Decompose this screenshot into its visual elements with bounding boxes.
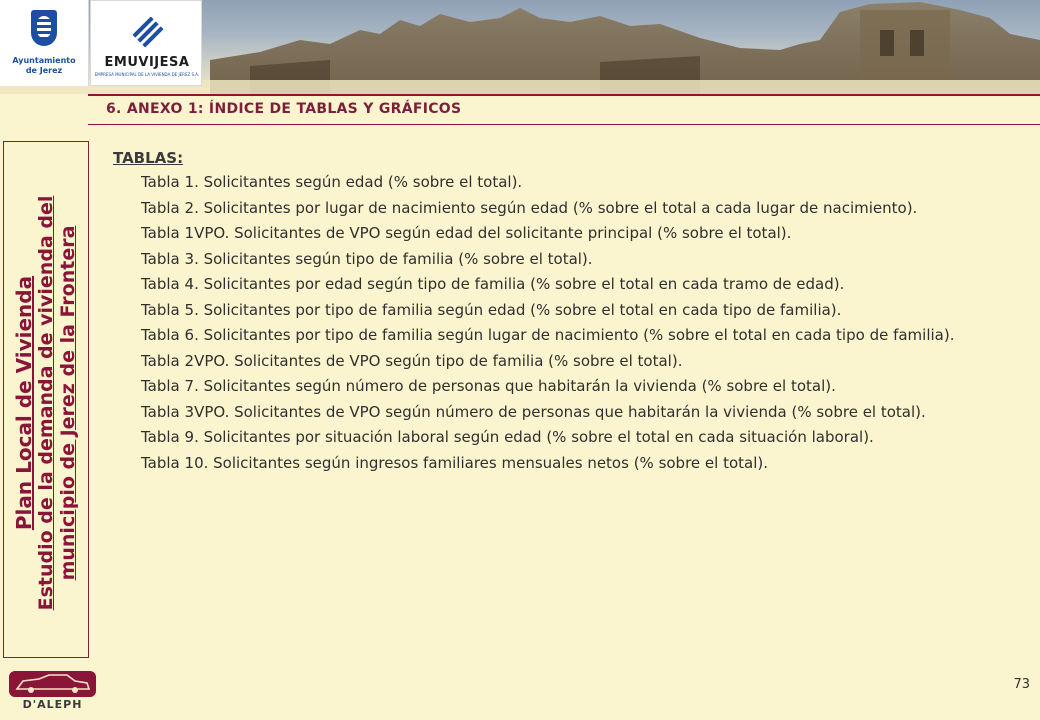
sidebar-line3: municipio de Jerez de la Frontera xyxy=(57,225,79,581)
jerez-shield-icon xyxy=(31,10,57,46)
tablas-heading: TABLAS: xyxy=(113,149,184,167)
table-entry: Tabla 4. Solicitantes por edad según tipo de familia (% sobre el total en cada tramo de edad). xyxy=(141,275,845,293)
table-entry: Tabla 1. Solicitantes según edad (% sobre el total). xyxy=(141,173,523,191)
table-entry: Tabla 3VPO. Solicitantes de VPO según número de personas que habitarán la vivienda (% sobre el total). xyxy=(141,402,926,421)
table-entry: Tabla 2VPO. Solicitantes de VPO según tipo de familia (% sobre el total). xyxy=(141,351,683,370)
table-entry: Tabla 2. Solicitantes por lugar de nacimiento según edad (% sobre el total a cada lugar de nacimiento). xyxy=(141,198,918,217)
table-entry: Tabla 5. Solicitantes por tipo de familia según edad (% sobre el total en cada tipo de familia). xyxy=(141,300,842,319)
section-title: 6. ANEXO 1: ÍNDICE DE TABLAS Y GRÁFICOS xyxy=(106,101,462,117)
page-number: 73 xyxy=(1013,677,1030,692)
logo-left-line2: de Jerez xyxy=(25,66,63,75)
title-divider xyxy=(88,124,1040,125)
table-entry: Tabla 10. Solicitantes según ingresos familiares mensuales netos (% sobre el total). xyxy=(141,453,768,472)
tables-index xyxy=(113,148,1011,477)
table-entry: Tabla 9. Solicitantes por situación laboral según edad (% sobre el total en cada situación laboral). xyxy=(141,428,874,446)
daleph-car-icon xyxy=(9,671,96,697)
emuvijesa-logo xyxy=(90,0,202,86)
header-divider xyxy=(88,94,1040,96)
logo-right-name: EMUVIJESA xyxy=(104,55,190,70)
sidebar-line1: Plan Local de Vivienda xyxy=(12,275,36,531)
daleph-logo xyxy=(9,671,96,711)
logo-left-line1: Ayuntamiento xyxy=(12,56,76,65)
table-entry: Tabla 6. Solicitantes por tipo de familia según lugar de nacimiento (% sobre el total en cada tipo de familia). xyxy=(141,326,955,344)
ayuntamiento-logo xyxy=(0,0,89,86)
sidebar-line2: Estudio de la demanda de vivienda del xyxy=(35,195,57,611)
footer-brand: D'ALEPH xyxy=(22,698,83,711)
logo-right-sub: EMPRESA MUNICIPAL DE LA VIVIENDA DE JEREZ S.A. xyxy=(94,72,200,77)
emuvijesa-mark-icon xyxy=(133,17,163,47)
table-entry: Tabla 3. Solicitantes según tipo de familia (% sobre el total). xyxy=(141,249,593,268)
table-entry: Tabla 1VPO. Solicitantes de VPO según edad del solicitante principal (% sobre el total). xyxy=(141,224,792,242)
sidebar-title xyxy=(13,123,79,683)
table-entry: Tabla 7. Solicitantes según número de personas que habitarán la vivienda (% sobre el total). xyxy=(141,377,836,395)
